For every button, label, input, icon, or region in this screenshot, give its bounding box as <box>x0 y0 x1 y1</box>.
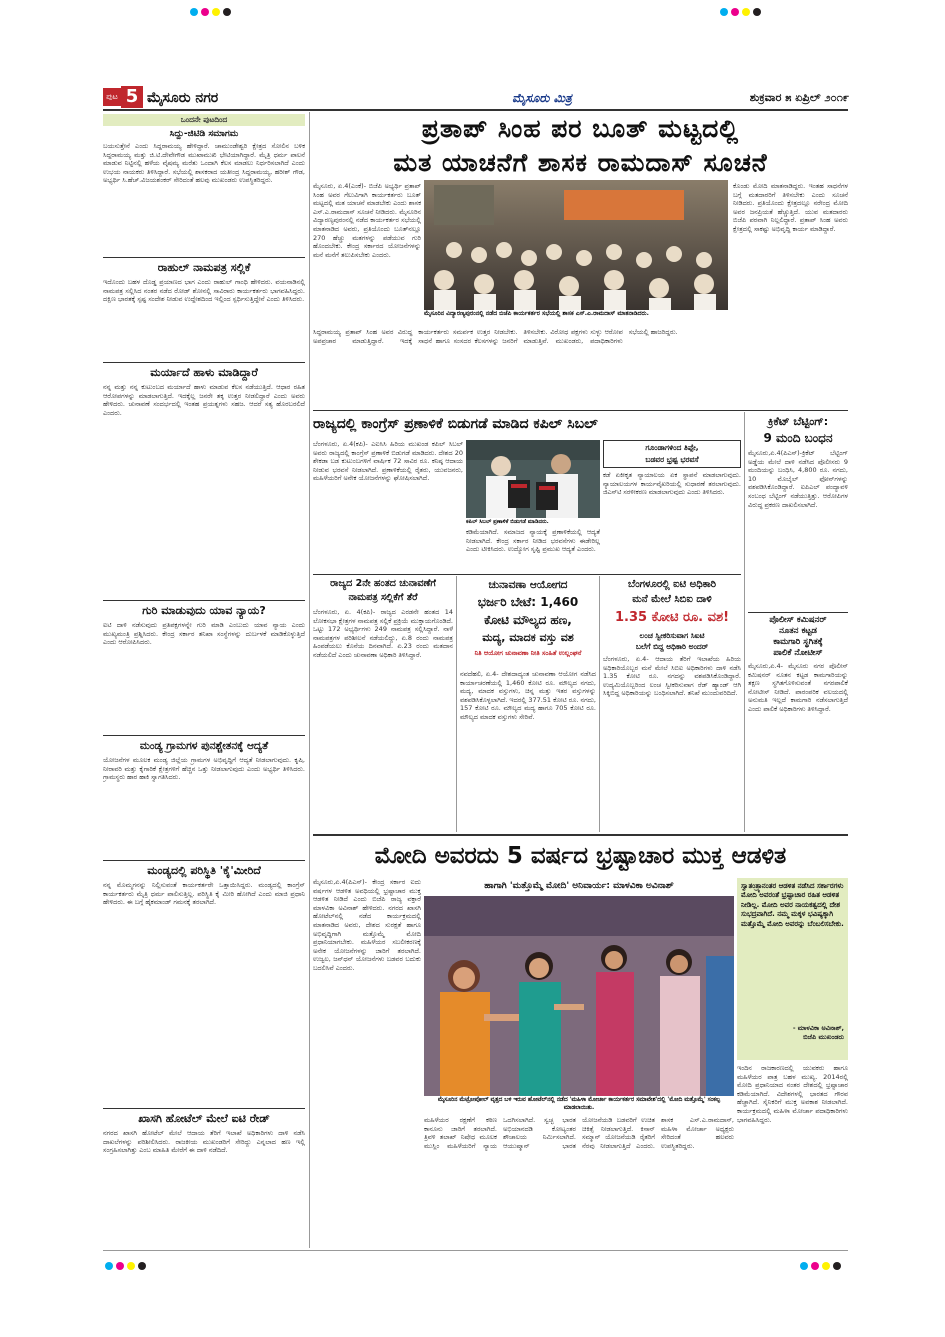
it-body: ಬೆಂಗಳೂರು, ಏ.4- ಆದಾಯ ತೆರಿಗೆ ಇಲಾಖೆಯ ಹಿರಿಯ ಅಧಿಕಾರಿಯೊಬ್ಬರ ಮನೆ ಮೇಲೆ ಸಿಬಿಐ ಅಧಿಕಾರಿಗಳು ದಾಳಿ ನಡೆಸಿ 1.35 ಕೋಟಿ ರೂ. ನಗದನ್ನು ವಶಪಡಿಸಿಕೊಂಡಿದ್ದಾರೆ. ಉದ್ಯಮಿಯೊಬ್ಬರಿಂದ ಲಂಚ ಸ್ವೀಕರಿಸುವಾಗ ರೆಡ್ ಹ್ಯಾಂಡ್ ಆಗಿ ಸಿಕ್ಕಿಬಿದ್ದ ಅಧಿಕಾರಿಯನ್ನು ಬಂಧಿಸಲಾಗಿದೆ. ತನಿಖೆ ಮುಂದುವರಿದಿದೆ. <box>603 655 741 698</box>
yellow-dot <box>742 8 750 16</box>
women-pledge-photo <box>424 896 734 1096</box>
sibal-subhead-2: ಬಡವರ ಭ್ರಷ್ಟ ಭರವಸೆ <box>645 455 699 464</box>
divider <box>103 600 305 601</box>
cricket-headline-2: 9 ಮಂದಿ ಬಂಧನ <box>763 431 833 445</box>
magenta-dot <box>116 1262 124 1270</box>
issue-date: ಶುಕ್ರವಾರ ೫ ಏಪ್ರಿಲ್ ೨೦೧೯ <box>749 91 849 104</box>
story-body: ನನ್ನ ಮತ್ತು ನನ್ನ ಕುಟುಂಬದ ಮರ್ಯಾದೆ ಹಾಳು ಮಾಡುವ ಕೆಲಸ ನಡೆಯುತ್ತಿದೆ. ಆಧಾರ ರಹಿತ ಆರೋಪಗಳನ್ನು ಮಾಡಲಾಗುತ್ತಿದೆ. ಇದಕ್ಕೆಲ್ಲ ಜನರೇ ತಕ್ಕ ಉತ್ತರ ನೀಡಲಿದ್ದಾರೆ ಎಂದು ಅವರು ಹೇಳಿದರು. ಚುನಾವಣೆ ಸಂದರ್ಭದಲ್ಲಿ ಇಂತಹ ಪ್ರಯತ್ನಗಳು ಸಹಜ. ಆದರೆ ಸತ್ಯ ಹೊರಬರಲಿದೆ ಎಂದರು. <box>103 383 305 417</box>
modi-headline: ಮೋದಿ ಅವರದು 5 ವರ್ಷದ ಭ್ರಷ್ಟಾಚಾರ ಮುಕ್ತ ಆಡಳಿತ <box>374 843 787 869</box>
nomination-headline-2: ನಾಮಪತ್ರ ಸಲ್ಲಿಕೆಗೆ ತೆರೆ <box>348 592 418 603</box>
registration-dots-bottom-right <box>800 1262 841 1270</box>
cyan-dot <box>720 8 728 16</box>
modi-quote-box <box>737 878 848 1060</box>
lead-headline-line1: ಪ್ರತಾಪ್ ಸಿಂಹ ಪರ ಬೂತ್ ಮಟ್ಟದಲ್ಲಿ <box>421 114 740 143</box>
ec-headline-4: ಮದ್ಯ, ಮಾದಕ ವಸ್ತು ವಶ <box>482 631 574 644</box>
sibal-photo-caption: ಕಪಿಲ್ ಸಿಬಲ್ ಪ್ರಣಾಳಿಕೆ ಬಿಡುಗಡೆ ಮಾಡಿದರು. <box>466 519 549 525</box>
column-rule <box>599 576 600 832</box>
divider <box>103 257 305 258</box>
it-headline-1: ಬೆಂಗಳೂರಲ್ಲಿ ಐಟಿ ಅಧಿಕಾರಿ <box>627 579 717 590</box>
yellow-dot <box>822 1262 830 1270</box>
sibal-body-2: ಕಡಿಮೆಯಾಗಿದೆ. ಸಮಾಜದ ನ್ಯಾಯಕ್ಕೆ ಪ್ರಣಾಳಿಕೆಯಲ್ಲಿ ಆದ್ಯತೆ ನೀಡಲಾಗಿದೆ. ಕೇಂದ್ರ ಸರ್ಕಾರ ನೀಡಿದ ಭರವಸೆಗಳು ಈಡೇರಿಲ್ಲ ಎಂದು ಟೀಕಿಸಿದರು. ಉದ್ಯೋಗ ಸೃಷ್ಟಿ ಪ್ರಮುಖ ಆದ್ಯತೆ ಎಂದರು. <box>466 528 600 554</box>
masthead-rule <box>103 109 848 111</box>
story-body: ಬಯಸುತ್ತೇನೆ ಎಂದು ಸಿದ್ದರಾಮಯ್ಯ ಹೇಳಿದ್ದಾರೆ. ಚಾಮುಂಡೇಶ್ವರಿ ಕ್ಷೇತ್ರದ ಸೋಲಿನ ಬಳಿಕ ಸಿದ್ದರಾಮಯ್ಯ ಮತ್ತು ಜಿ.ಟಿ.ದೇವೇಗೌಡ ಮುಖಾಮುಖಿ ಭೇಟಿಯಾಗಿದ್ದಾರೆ. ಮೈತ್ರಿ ಧರ್ಮ ಪಾಲನೆ ಮಾಡುವ ನಿಟ್ಟಿನಲ್ಲಿ ಹಳೆಯ ವೈಷಮ್ಯ ಮರೆತು ಒಂದಾಗಿ ಕೆಲಸ ಮಾಡಲು ನಿರ್ಧರಿಸಲಾಗಿದೆ ಎಂದು ಉಭಯ ನಾಯಕರು ತಿಳಿಸಿದ್ದಾರೆ. ಸಭೆಯಲ್ಲಿ ಶಾಸಕರಾದ ಯತೀಂದ್ರ ಸಿದ್ದರಾಮಯ್ಯ, ಹರೀಶ್ ಗೌಡ, ಅಭ್ಯರ್ಥಿ ಸಿ.ಹೆಚ್.ವಿಜಯಶಂಕರ್ ಸೇರಿದಂತೆ ಹಲವು ಮುಖಂಡರು ಉಪಸ್ಥಿತರಿದ್ದರು. <box>103 142 305 185</box>
column-rule <box>456 576 457 832</box>
story-heading: ಮಂಡ್ಯ ಗ್ರಾಮಗಳ ಪುನಶ್ಚೇತನಕ್ಕೆ ಆದ್ಯತೆ <box>139 740 269 752</box>
column-rule <box>744 412 745 832</box>
lead-headline-line2: ಮತ ಯಾಚನೆಗೆ ಶಾಸಕ ರಾಮದಾಸ್ ಸೂಚನೆ <box>393 148 768 177</box>
cricket-body: ಮೈಸೂರು,ಏ.4(ಪಿಎಸ್)-ಕ್ರಿಕೆಟ್ ಬೆಟ್ಟಿಂಗ್ ಅಡ್ಡೆಯ ಮೇಲೆ ದಾಳಿ ನಡೆಸಿದ ಪೊಲೀಸರು 9 ಮಂದಿಯನ್ನು ಬಂಧಿಸಿ, 4,800 ರೂ. ನಗದು, 10 ಮೊಬೈಲ್ ಫೋನ್‌ಗಳನ್ನು ವಶಪಡಿಸಿಕೊಂಡಿದ್ದಾರೆ. ಐಪಿಎಲ್ ಪಂದ್ಯಾವಳಿ ಸಂಬಂಧ ಬೆಟ್ಟಿಂಗ್ ನಡೆಯುತ್ತಿತ್ತು. ಆರೋಪಿಗಳ ವಿರುದ್ಧ ಪ್ರಕರಣ ದಾಖಲಿಸಲಾಗಿದೆ. <box>748 449 848 509</box>
story-body: ನಗರದ ಖಾಸಗಿ ಹೋಟೆಲ್ ಮೇಲೆ ಆದಾಯ ತೆರಿಗೆ ಇಲಾಖೆ ಅಧಿಕಾರಿಗಳು ದಾಳಿ ನಡೆಸಿ ದಾಖಲೆಗಳನ್ನು ಪರಿಶೀಲಿಸಿದರು. ರಾಜಕೀಯ ಮುಖಂಡರಿಗೆ ಸೇರಿದ್ದು ಎನ್ನಲಾದ ಹಣ ಇಲ್ಲಿ ಸಂಗ್ರಹಿಸಲಾಗಿತ್ತು ಎಂಬ ಮಾಹಿತಿ ಮೇರೆಗೆ ಈ ದಾಳಿ ನಡೆದಿದೆ. <box>103 1129 305 1155</box>
police-headline-2: ನೂತನ ಕಟ್ಟಡ <box>779 626 817 636</box>
modi-quote: ಸ್ವಾತಂತ್ರ್ಯಾನಂತರ ಆಡಳಿತ ನಡೆಸಿದ ಸರ್ಕಾರಗಳು ಮೋದಿ ಅವರಂತೆ ಭ್ರಷ್ಟಾಚಾರ ರಹಿತ ಆಡಳಿತ ನೀಡಿಲ್ಲ. ಮೋದಿ ಅವರ ನಾಯಕತ್ವದಲ್ಲಿ ದೇಶ ಸುಭದ್ರವಾಗಿದೆ. ನಮ್ಮ ಮಕ್ಕಳ ಭವಿಷ್ಯಕ್ಕಾಗಿ ಮತ್ತೊಮ್ಮೆ ಮೋದಿ ಅವರನ್ನು ಬೆಂಬಲಿಸಬೇಕು. <box>741 882 844 928</box>
registration-dots-left <box>190 8 231 16</box>
lead-photo-caption: ಮೈಸೂರಿನ ವಿದ್ಯಾರಣ್ಯಪುರಂನಲ್ಲಿ ನಡೆದ ಬಿಜೆಪಿ ಕಾರ್ಯಕರ್ತರ ಸಭೆಯಲ್ಲಿ ಶಾಸಕ ಎಸ್.ಎ.ರಾಮದಾಸ್ ಮಾತನಾಡಿದರು. <box>424 310 649 317</box>
column-rule <box>309 112 310 1248</box>
nomination-headline-1: ರಾಜ್ಯದ 2ನೇ ಹಂತದ ಚುನಾವಣೆಗೆ <box>330 578 436 589</box>
divider <box>748 612 848 613</box>
story-heading: ಖಾಸಗಿ ಹೋಟೆಲ್ ಮೇಲೆ ಐಟಿ ರೇಡ್ <box>138 1112 270 1125</box>
story-heading: ಸಿದ್ದು-ಜಿಟಿಡಿ ಸಮಾಗಮ <box>169 129 239 139</box>
cyan-dot <box>800 1262 808 1270</box>
section-title: ಮೈಸೂರು ನಗರ <box>147 90 219 106</box>
quote-author: - ಮಾಳವಿಕಾ ಅವಿನಾಶ್, <box>792 1024 844 1032</box>
story-body: ಇದೊಂದು ಬಹಳ ದೊಡ್ಡ ಪ್ರಯಾಣದ ಭಾಗ ಎಂದು ರಾಹುಲ್ ಗಾಂಧಿ ಹೇಳಿದರು. ವಯನಾಡಿನಲ್ಲಿ ನಾಮಪತ್ರ ಸಲ್ಲಿಸಿದ ನಂತರ ನಡೆದ ರೋಡ್ ಶೋನಲ್ಲಿ ಸಾವಿರಾರು ಕಾರ್ಯಕರ್ತರು ಭಾಗವಹಿಸಿದ್ದರು. ದಕ್ಷಿಣ ಭಾರತಕ್ಕೆ ಸ್ಪಷ್ಟ ಸಂದೇಶ ನೀಡುವ ಉದ್ದೇಶದಿಂದ ಇಲ್ಲಿಂದ ಸ್ಪರ್ಧಿಸುತ್ತಿದ್ದೇನೆ ಎಂದು ತಿಳಿಸಿದರು. <box>103 278 305 304</box>
police-headline-1: ಪೊಲೀಸ್ ಕಮಿಷನರ್ <box>769 615 827 625</box>
magenta-dot <box>201 8 209 16</box>
divider <box>313 410 848 411</box>
manifesto-release-photo <box>466 440 600 518</box>
modi-body-right: ಇಂದಿನ ರಾಜಕಾರಣದಲ್ಲಿ ಯುವಕರು ಹಾಗೂ ಮಹಿಳೆಯರ ಪಾತ್ರ ಬಹಳ ಮುಖ್ಯ. 2014ರಲ್ಲಿ ಮೋದಿ ಪ್ರಧಾನಿಯಾದ ನಂತರ ದೇಶದಲ್ಲಿ ಭ್ರಷ್ಟಾಚಾರ ಕಡಿಮೆಯಾಗಿದೆ. ವಿದೇಶಗಳಲ್ಲಿ ಭಾರತದ ಗೌರವ ಹೆಚ್ಚಾಗಿದೆ. ಸೈನಿಕರಿಗೆ ಮುಕ್ತ ಅವಕಾಶ ನೀಡಲಾಗಿದೆ. ಕಾರ್ಯಕ್ರಮದಲ್ಲಿ ಮಹಿಳಾ ಮೋರ್ಚಾ ಪದಾಧಿಕಾರಿಗಳು ಭಾಗವಹಿಸಿದ್ದರು. <box>737 1064 848 1124</box>
divider <box>103 735 305 736</box>
bottom-rule <box>103 1250 848 1251</box>
divider <box>103 860 305 861</box>
police-headline-4: ಪಾಲಿಕೆ ನೋಟೀಸ್ <box>773 648 823 658</box>
paper-name: ಮೈಸೂರು ಮಿತ್ರ <box>512 91 572 105</box>
it-subhead-2: ಬಲೆಗೆ ಬಿದ್ದ ಅಧಿಕಾರಿ ಅಂದರ್ <box>635 642 709 651</box>
sibal-body: ಬೆಂಗಳೂರು, ಏ.4(ಕಪಿ)- ಎಐಸಿಸಿ ಹಿರಿಯ ಮುಖಂಡ ಕಪಿಲ್ ಸಿಬಲ್ ಅವರು ರಾಜ್ಯದಲ್ಲಿ ಕಾಂಗ್ರೆಸ್ ಪ್ರಣಾಳಿಕೆ ಬಿಡುಗಡೆ ಮಾಡಿದರು. ದೇಶದ 20 ಶೇಕಡಾ ಬಡ ಕುಟುಂಬಗಳಿಗೆ ವಾರ್ಷಿಕ 72 ಸಾವಿರ ರೂ. ಕನಿಷ್ಠ ಆದಾಯ ನೀಡುವ ಭರವಸೆ ನೀಡಲಾಗಿದೆ. ಪ್ರಣಾಳಿಕೆಯಲ್ಲಿ ರೈತರು, ಯುವಜನರು, ಮಹಿಳೆಯರಿಗೆ ಅನೇಕ ಯೋಜನೆಗಳನ್ನು ಘೋಷಿಸಲಾಗಿದೆ. <box>313 440 463 483</box>
divider <box>103 362 305 363</box>
lead-body-left: ಮೈಸೂರು, ಏ.4(ಎಂಕೆ)- ಬಿಜೆಪಿ ಅಭ್ಯರ್ಥಿ ಪ್ರತಾಪ್ ಸಿಂಹ ಅವರ ಗೆಲುವಿಗಾಗಿ ಕಾರ್ಯಕರ್ತರು ಬೂತ್ ಮಟ್ಟದಲ್ಲಿ ಮತ ಯಾಚನೆ ಮಾಡಬೇಕು ಎಂದು ಶಾಸಕ ಎಸ್.ಎ.ರಾಮದಾಸ್ ಸೂಚನೆ ನೀಡಿದರು. ಮೈಸೂರಿನ ವಿದ್ಯಾರಣ್ಯಪುರಂನಲ್ಲಿ ನಡೆದ ಕಾರ್ಯಕರ್ತರ ಸಭೆಯಲ್ಲಿ ಮಾತನಾಡಿದ ಅವರು, ಪ್ರತಿಯೊಂದು ಬೂತ್‌ನಲ್ಲೂ 270 ಹೆಚ್ಚು ಮತಗಳನ್ನು ಪಡೆಯುವ ಗುರಿ ಹೊಂದಬೇಕು. ಕೇಂದ್ರ ಸರ್ಕಾರದ ಯೋಜನೆಗಳನ್ನು ಮನೆ ಮನೆಗೆ ತಲುಪಿಸಬೇಕು ಎಂದರು. <box>313 182 421 259</box>
meeting-photo-illustration <box>424 180 728 310</box>
sibal-headline: ರಾಜ್ಯದಲ್ಲಿ ಕಾಂಗ್ರೆಸ್ ಪ್ರಣಾಳಿಕೆ ಬಿಡುಗಡೆ ಮಾಡಿದ ಕಪಿಲ್ ಸಿಬಲ್ <box>313 416 598 432</box>
story-body: ನನ್ನ ಮೊಮ್ಮಗನನ್ನು ನಿಲ್ಲಿಸುವಂತೆ ಕಾರ್ಯಕರ್ತರೇ ಒತ್ತಾಯಿಸಿದ್ದರು. ಮಂಡ್ಯದಲ್ಲಿ ಕಾಂಗ್ರೆಸ್ ಕಾರ್ಯಕರ್ತರು ಮೈತ್ರಿ ಧರ್ಮ ಪಾಲಿಸುತ್ತಿಲ್ಲ. ಪರಿಸ್ಥಿತಿ ಕೈ ಮೀರಿ ಹೋಗಿದೆ ಎಂದು ಮಾಜಿ ಪ್ರಧಾನಿ ಹೇಳಿದರು. ಈ ಬಗ್ಗೆ ಹೈಕಮಾಂಡ್ ಗಮನಕ್ಕೆ ತರಲಾಗಿದೆ. <box>103 881 305 907</box>
magenta-dot <box>731 8 739 16</box>
black-dot <box>833 1262 841 1270</box>
ec-headline-1: ಚುನಾವಣಾ ಆಯೋಗದ <box>488 579 568 591</box>
police-headline-3: ಕಾಮಗಾರಿ ಸ್ಥಗಿತಕ್ಕೆ <box>773 637 823 647</box>
ec-body: ನವದೆಹಲಿ, ಏ.4- ದೇಶದಾದ್ಯಂತ ಚುನಾವಣಾ ಆಯೋಗ ನಡೆಸಿದ ಕಾರ್ಯಾಚರಣೆಯಲ್ಲಿ 1,460 ಕೋಟಿ ರೂ. ಮೌಲ್ಯದ ನಗದು, ಮದ್ಯ, ಮಾದಕ ವಸ್ತುಗಳು, ಚಿನ್ನ ಮತ್ತು ಇತರ ವಸ್ತುಗಳನ್ನು ವಶಪಡಿಸಿಕೊಳ್ಳಲಾಗಿದೆ. ಇದರಲ್ಲಿ 377.51 ಕೋಟಿ ರೂ. ನಗದು, 157 ಕೋಟಿ ರೂ. ಮೌಲ್ಯದ ಮದ್ಯ ಹಾಗೂ 705 ಕೋಟಿ ರೂ. ಮೌಲ್ಯದ ಮಾದಕ ವಸ್ತುಗಳು ಸೇರಿವೆ. <box>460 670 596 721</box>
modi-photo <box>424 896 734 1096</box>
lead-photo <box>424 180 728 310</box>
story-heading: ರಾಹುಲ್ ನಾಮಪತ್ರ ಸಲ್ಲಿಕೆ <box>157 261 251 274</box>
masthead <box>103 86 848 108</box>
cyan-dot <box>190 8 198 16</box>
page-number: 5 <box>121 86 143 108</box>
sibal-subhead-1: ಗೂಂಡಾಗಳಿಂದ ತಿಪ್ಪೇ, <box>645 443 699 452</box>
black-dot <box>138 1262 146 1270</box>
cricket-headline-1: ಕ್ರಿಕೆಟ್ ಬೆಟ್ಟಿಂಗ್: <box>767 415 829 428</box>
modi-body-left: ಮೈಸೂರು,ಏ.4(ಪಿಎಸ್)- ಕೇಂದ್ರ ಸರ್ಕಾರ ಐದು ವರ್ಷಗಳ ಆಡಳಿತ ಅವಧಿಯಲ್ಲಿ ಭ್ರಷ್ಟಾಚಾರ ಮುಕ್ತ ಆಡಳಿತ ನೀಡಿದೆ ಎಂದು ಬಿಜೆಪಿ ರಾಜ್ಯ ವಕ್ತಾರೆ ಮಾಳವಿಕಾ ಅವಿನಾಶ್ ಹೇಳಿದರು. ನಗರದ ಖಾಸಗಿ ಹೋಟೆಲ್‌ನಲ್ಲಿ ನಡೆದ ಕಾರ್ಯಕ್ರಮದಲ್ಲಿ ಮಾತನಾಡಿದ ಅವರು, ದೇಶದ ಸುರಕ್ಷತೆ ಹಾಗೂ ಅಭಿವೃದ್ಧಿಗಾಗಿ ಮತ್ತೊಮ್ಮೆ ಮೋದಿ ಪ್ರಧಾನಿಯಾಗಬೇಕು. ಮಹಿಳೆಯರ ಸಬಲೀಕರಣಕ್ಕೆ ಅನೇಕ ಯೋಜನೆಗಳನ್ನು ಜಾರಿಗೆ ತರಲಾಗಿದೆ. ಉಜ್ವಲ, ಜನ್‌ಧನ್ ಯೋಜನೆಗಳು ಬಡವರ ಬದುಕು ಬದಲಿಸಿವೆ ಎಂದರು. <box>313 878 421 972</box>
divider <box>313 834 848 836</box>
sibal-photo <box>466 440 600 518</box>
lead-body-right: ಕೊಂಡು ಮೋದಿ ಮಾತನಾಡಿದ್ದರು. ಇಂತಹ ಸಾಧನೆಗಳ ಬಗ್ಗೆ ಮತದಾರರಿಗೆ ತಿಳಿಸಬೇಕು ಎಂದು ಸೂಚನೆ ನೀಡಿದರು. ಪ್ರತಿಯೊಂದು ಕ್ಷೇತ್ರದಲ್ಲೂ ನರೇಂದ್ರ ಮೋದಿ ಅವರ ಜನಪ್ರಿಯತೆ ಹೆಚ್ಚುತ್ತಿದೆ. ಯುವ ಮತದಾರರು ಬಿಜೆಪಿ ಪರವಾಗಿ ನಿಲ್ಲಲಿದ್ದಾರೆ. ಪ್ರತಾಪ್ ಸಿಂಹ ಅವರು ಕ್ಷೇತ್ರದಲ್ಲಿ ಸಾಕಷ್ಟು ಅಭಿವೃದ್ಧಿ ಕಾರ್ಯ ಮಾಡಿದ್ದಾರೆ. <box>733 182 848 233</box>
modi-photo-caption: ಮೈಸೂರಿನ ಮೆಟ್ರೋಪೋಲ್ ವೃತ್ತದ ಬಳಿ ಇರುವ ಹೋಟೆಲ್‌ನಲ್ಲಿ ನಡೆದ 'ಮಹಿಳಾ ಮೋರ್ಚಾ ಕಾರ್ಯಕರ್ತರ ಸಮಾವೇಶ'ದಲ್ಲಿ 'ಮೋದಿ ಮತ್ತೊಮ್ಮೆ' ಸಂಕಲ್ಪ ಮಾಡಲಾಯಿತು. <box>437 1097 721 1111</box>
registration-dots-right <box>720 8 761 16</box>
police-body: ಮೈಸೂರು,ಏ.4- ಮೈಸೂರು ನಗರ ಪೊಲೀಸ್ ಕಮಿಷನರ್ ನೂತನ ಕಟ್ಟಡ ಕಾಮಗಾರಿಯನ್ನು ತಕ್ಷಣ ಸ್ಥಗಿತಗೊಳಿಸುವಂತೆ ನಗರಪಾಲಿಕೆ ನೋಟೀಸ್ ನೀಡಿದೆ. ಪಾರಂಪರಿಕ ವಲಯದಲ್ಲಿ ಅನುಮತಿ ಇಲ್ಲದೆ ಕಾಮಗಾರಿ ನಡೆಸಲಾಗುತ್ತಿದೆ ಎಂದು ಪಾಲಿಕೆ ಅಧಿಕಾರಿಗಳು ತಿಳಿಸಿದ್ದಾರೆ. <box>748 662 848 713</box>
yellow-dot <box>212 8 220 16</box>
registration-dots-bottom-left <box>105 1262 146 1270</box>
nomination-body: ಬೆಂಗಳೂರು, ಏ. 4(ಕಪಿ)- ರಾಜ್ಯದ ಎರಡನೇ ಹಂತದ 14 ಲೋಕಸಭಾ ಕ್ಷೇತ್ರಗಳ ನಾಮಪತ್ರ ಸಲ್ಲಿಕೆ ಪ್ರಕ್ರಿಯೆ ಮುಕ್ತಾಯಗೊಂಡಿದೆ. ಒಟ್ಟು 172 ಅಭ್ಯರ್ಥಿಗಳು 249 ನಾಮಪತ್ರ ಸಲ್ಲಿಸಿದ್ದಾರೆ. ನಾಳೆ ನಾಮಪತ್ರಗಳ ಪರಿಶೀಲನೆ ನಡೆಯಲಿದ್ದು, ಏ.8 ರಂದು ನಾಮಪತ್ರ ಹಿಂಪಡೆಯಲು ಕೊನೆಯ ದಿನವಾಗಿದೆ. ಏ.23 ರಂದು ಮತದಾನ ನಡೆಯಲಿದೆ ಎಂದು ಚುನಾವಣಾ ಅಧಿಕಾರಿ ತಿಳಿಸಿದ್ದಾರೆ. <box>313 608 453 659</box>
story-heading: ಗುರಿ ಮಾಡುವುದು ಯಾವ ನ್ಯಾಯ? <box>142 604 266 617</box>
divider <box>103 1108 305 1109</box>
ec-headline-3: ಕೋಟಿ ಮೌಲ್ಯದ ಹಣ, <box>484 613 572 627</box>
magenta-dot <box>811 1262 819 1270</box>
it-amount: 1.35 ಕೋಟಿ ರೂ. ವಶ! <box>614 610 730 625</box>
lead-body-bottom: ಸಿದ್ಧರಾಮಯ್ಯ ಪ್ರತಾಪ್ ಸಿಂಹ ಅವರ ವಿರುದ್ಧ ಅಪಪ್ರಚಾರ ಮಾಡುತ್ತಿದ್ದಾರೆ. ಇದಕ್ಕೆ ಕಾರ್ಯಕರ್ತರು ಸಮರ್ಪಕ ಉತ್ತರ ನೀಡಬೇಕು. ಸಾಧನೆ ಹಾಗೂ ಸಂಸದರ ಕೆಲಸಗಳನ್ನು ಜನರಿಗೆ ತಿಳಿಸಬೇಕು. ವಿರೋಧ ಪಕ್ಷಗಳು ಸುಳ್ಳು ಆರೋಪ ಮಾಡುತ್ತಿವೆ. ಮುಖಂಡರು, ಪದಾಧಿಕಾರಿಗಳು ಸಭೆಯಲ್ಲಿ ಹಾಜರಿದ್ದರು. <box>313 328 678 345</box>
story-heading: ಮರ್ಯಾದೆ ಹಾಳು ಮಾಡಿದ್ದಾರೆ <box>150 366 258 379</box>
continued-banner: ಒಂದನೇ ಪುಟದಿಂದ <box>103 114 305 126</box>
sibal-subhead-box <box>603 440 741 468</box>
story-body: ಯೋಜನೆಗಳ ಮೂಲಕ ಮಂಡ್ಯ ಜಿಲ್ಲೆಯ ಗ್ರಾಮಗಳ ಅಭಿವೃದ್ಧಿಗೆ ಆದ್ಯತೆ ನೀಡಲಾಗುವುದು. ಕೃಷಿ, ನೀರಾವರಿ ಮತ್ತು ಕೈಗಾರಿಕೆ ಕ್ಷೇತ್ರಗಳಿಗೆ ಹೆಚ್ಚಿನ ಒತ್ತು ನೀಡಲಾಗುವುದು ಎಂದು ಅಭ್ಯರ್ಥಿ ತಿಳಿಸಿದರು. ಗ್ರಾಮಸ್ಥರು ಹಾರ ಹಾಕಿ ಸ್ವಾಗತಿಸಿದರು. <box>103 756 305 782</box>
modi-body-bottom: ಮಹಿಳೆಯರ ರಕ್ಷಣೆಗೆ ಕಠಿಣ ಕಾನೂನು ಜಾರಿಗೆ ತರಲಾಗಿದೆ. ತ್ರಿವಳಿ ತಲಾಖ್ ನಿಷೇಧ ಮೂಲಕ ಮುಸ್ಲಿಂ ಮಹಿಳೆಯರಿಗೆ ನ್ಯಾಯ ಒದಗಿಸಲಾಗಿದೆ. ಸ್ವಚ್ಛ ಭಾರತ ಅಭಿಯಾನದಡಿ ಕೋಟ್ಯಂತರ ಶೌಚಾಲಯ ನಿರ್ಮಿಸಲಾಗಿದೆ. ಆಯುಷ್ಮಾನ್ ಭಾರತ ಯೋಜನೆಯಡಿ ಬಡವರಿಗೆ ಉಚಿತ ಚಿಕಿತ್ಸೆ ನೀಡಲಾಗುತ್ತಿದೆ. ಕಿಸಾನ್ ಸಮ್ಮಾನ್ ಯೋಜನೆಯಡಿ ರೈತರಿಗೆ ನೆರವು ನೀಡಲಾಗುತ್ತಿದೆ ಎಂದರು. ಶಾಸಕ ಎಸ್.ಎ.ರಾಮದಾಸ್, ಮಹಿಳಾ ಮೋರ್ಚಾ ಅಧ್ಯಕ್ಷರು ಸೇರಿದಂತೆ ಹಲವರು ಉಪಸ್ಥಿತರಿದ್ದರು. <box>424 1116 734 1150</box>
page-label: ಪುಟ <box>103 88 121 106</box>
cyan-dot <box>105 1262 113 1270</box>
modi-photo-banner: ಹಾಗಾಗಿ 'ಮತ್ತೊಮ್ಮೆ ಮೋದಿ' ಅನಿವಾರ್ಯ: ಮಾಳವಿಕಾ ಅವಿನಾಶ್ <box>484 881 674 891</box>
it-subhead-1: ಲಂಚ ಸ್ವೀಕರಿಸುವಾಗ ಸಿಐಟಿ <box>639 631 705 640</box>
story-body: ಐಟಿ ದಾಳಿ ನಡೆಸುವುದು ಪ್ರತಿಪಕ್ಷಗಳನ್ನೇ ಗುರಿ ಮಾಡಿ ಎಂಬುದು ಯಾವ ನ್ಯಾಯ ಎಂದು ಮುಖ್ಯಮಂತ್ರಿ ಪ್ರಶ್ನಿಸಿದರು. ಕೇಂದ್ರ ಸರ್ಕಾರ ತನಿಖಾ ಸಂಸ್ಥೆಗಳನ್ನು ದುರ್ಬಳಕೆ ಮಾಡಿಕೊಳ್ಳುತ್ತಿದೆ ಎಂದು ಆರೋಪಿಸಿದರು. <box>103 621 305 647</box>
black-dot <box>753 8 761 16</box>
story-heading: ಮಂಡ್ಯದಲ್ಲಿ ಪರಿಸ್ಥಿತಿ 'ಕೈ'ಮೀರಿದೆ <box>147 864 261 877</box>
ec-subhead: ನಿತಿ ಆಯೋಗ ಚುನಾವಣಾ ನೀತಿ ಸಂಹಿತೆ ಉಲ್ಲಂಘನೆ <box>474 649 582 657</box>
it-headline-2: ಮನೆ ಮೇಲೆ ಸಿಬಿಐ ದಾಳಿ <box>632 594 712 605</box>
black-dot <box>223 8 231 16</box>
quote-author-title: ಬಿಜೆಪಿ ಮುಖಂಡರು <box>803 1033 844 1041</box>
divider <box>313 574 741 575</box>
yellow-dot <box>127 1262 135 1270</box>
ec-headline-2: ಭರ್ಜರಿ ಬೇಟೆ: 1,460 <box>477 595 579 609</box>
sibal-body-3: ಕಡೆ ಏಕೀಕೃತ ನ್ಯಾಯಾಲಯ ಏಕ ಸ್ಥಾಪನೆ ಮಾಡಲಾಗುವುದು. ನ್ಯಾಯಾಲಯಗಳ ಕಾರ್ಯವೈಖರಿಯಲ್ಲಿ ಸುಧಾರಣೆ ತರಲಾಗುವುದು. ಜಿಎಸ್‌ಟಿ ಸರಳೀಕರಣ ಮಾಡಲಾಗುವುದು ಎಂದು ತಿಳಿಸಿದರು. <box>603 471 741 497</box>
